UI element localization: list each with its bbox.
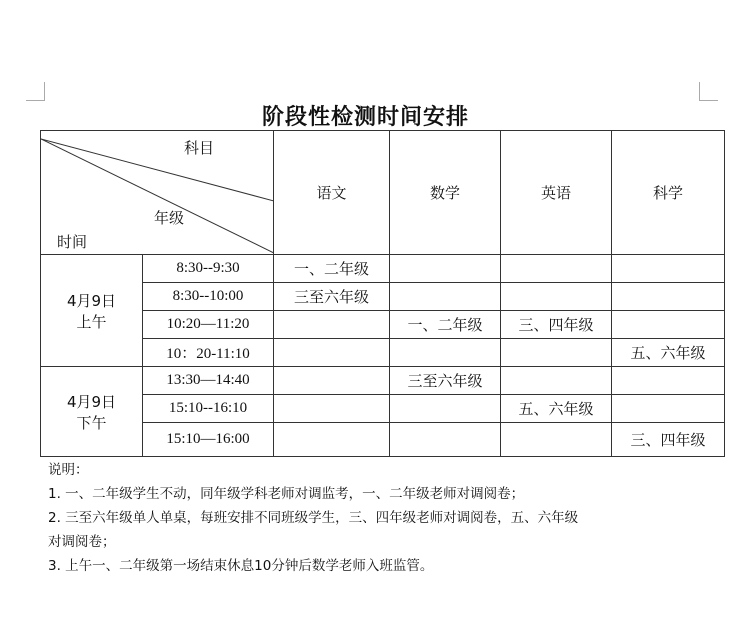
- cell-chinese: [274, 339, 390, 367]
- table-row: [41, 367, 725, 395]
- corner-label-grade: 年级: [154, 209, 185, 227]
- cell-math: [390, 395, 501, 423]
- cell-english: 三、四年级: [501, 311, 612, 339]
- session-period: 下午: [76, 413, 107, 432]
- table-row: [41, 283, 725, 311]
- subject-header-chinese: 语文: [274, 131, 390, 255]
- cell-english: 五、六年级: [501, 395, 612, 423]
- note-item: 2. 三至六年级单人单桌，每班安排不同班级学生，三、四年级老师对调阅卷，五、六年级: [48, 510, 579, 526]
- session-date: 4月9日: [66, 392, 117, 411]
- time-slot: 15:10--16:10: [143, 395, 274, 423]
- cell-science: [612, 311, 725, 339]
- note-item-continuation: 对调阅卷；: [48, 534, 116, 550]
- notes-heading: 说明：: [48, 462, 89, 478]
- diagonal-header-cell: [41, 131, 274, 255]
- time-slot: 8:30--10:00: [143, 283, 274, 311]
- cell-chinese: [274, 423, 390, 457]
- cell-science: [612, 395, 725, 423]
- cell-chinese: [274, 311, 390, 339]
- table-row: [41, 423, 725, 457]
- corner-label-subject: 科目: [184, 139, 215, 157]
- note-item: 3. 上午一、二年级第一场结束休息10分钟后数学老师入班监管。: [48, 558, 434, 574]
- page-corner-mark-left: [26, 82, 45, 101]
- cell-science: [612, 255, 725, 283]
- table-header-row: [41, 131, 725, 255]
- cell-math: 三至六年级: [390, 367, 501, 395]
- table-row: [41, 311, 725, 339]
- cell-science: 五、六年级: [612, 339, 725, 367]
- subject-header-english: 英语: [501, 131, 612, 255]
- cell-science: 三、四年级: [612, 423, 725, 457]
- time-slot: 13:30—14:40: [143, 367, 274, 395]
- notes-section: [48, 458, 718, 578]
- diagonal-line-upper: [41, 139, 274, 201]
- table-row: [41, 255, 725, 283]
- cell-math: 一、二年级: [390, 311, 501, 339]
- cell-english: [501, 283, 612, 311]
- session-cell-morning: [41, 255, 143, 367]
- session-date: 4月9日: [66, 291, 117, 310]
- cell-science: [612, 367, 725, 395]
- cell-chinese: 三至六年级: [274, 283, 390, 311]
- time-slot: 10:20—11:20: [143, 311, 274, 339]
- page-corner-mark-right: [699, 82, 718, 101]
- time-slot: 8:30--9:30: [143, 255, 274, 283]
- cell-chinese: 一、二年级: [274, 255, 390, 283]
- time-slot: 15:10—16:00: [143, 423, 274, 457]
- cell-english: [501, 367, 612, 395]
- cell-chinese: [274, 395, 390, 423]
- cell-science: [612, 283, 725, 311]
- cell-english: [501, 255, 612, 283]
- cell-math: [390, 255, 501, 283]
- cell-math: [390, 423, 501, 457]
- cell-math: [390, 339, 501, 367]
- cell-english: [501, 339, 612, 367]
- time-slot: 10：20-11:10: [143, 339, 274, 367]
- session-cell-afternoon: [41, 367, 143, 457]
- cell-math: [390, 283, 501, 311]
- cell-english: [501, 423, 612, 457]
- table-row: [41, 339, 725, 367]
- cell-chinese: [274, 367, 390, 395]
- session-period: 上午: [76, 312, 107, 331]
- corner-label-time: 时间: [57, 233, 88, 251]
- table-row: [41, 395, 725, 423]
- exam-schedule-table: [40, 130, 725, 457]
- subject-header-science: 科学: [612, 131, 725, 255]
- note-item: 1. 一、二年级学生不动，同年级学科老师对调监考，一、二年级老师对调阅卷；: [48, 486, 525, 502]
- subject-header-math: 数学: [390, 131, 501, 255]
- document-title: 阶段性检测时间安排: [261, 105, 469, 130]
